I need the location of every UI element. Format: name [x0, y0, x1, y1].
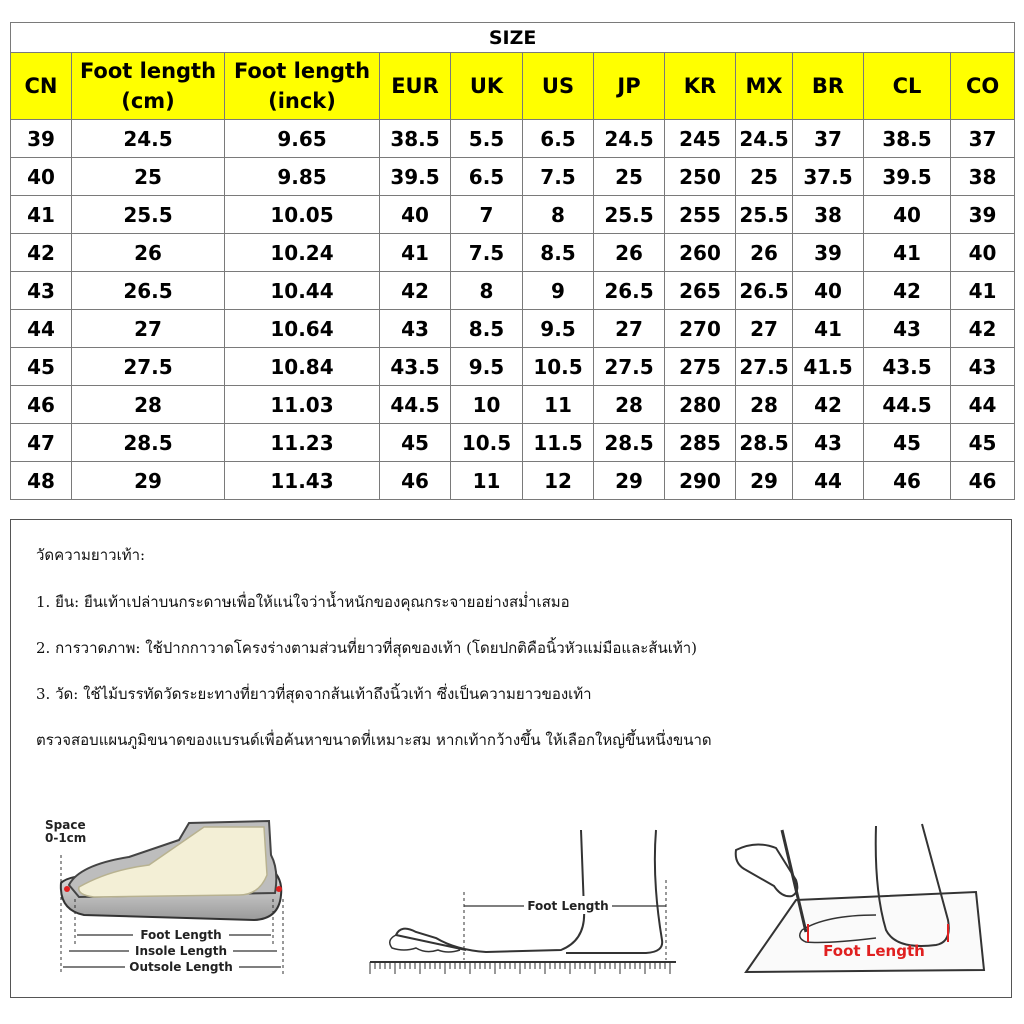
table-cell: 9.65: [225, 120, 380, 158]
instruction-step-3: 3. วัด: ใช้ไม้บรรทัดวัดระยะทางที่ยาวที่สุดจากส้นเท้าถึงนิ้วเท้า ซึ่งเป็นความยาวของเท้า: [36, 685, 592, 703]
table-cell: 25.5: [736, 196, 793, 234]
size-chart-table: [10, 22, 1015, 500]
table-cell: 43.5: [864, 348, 951, 386]
table-cell: 265: [665, 272, 736, 310]
table-cell: 25.5: [594, 196, 665, 234]
table-cell: 26: [594, 234, 665, 272]
table-cell: 10.05: [225, 196, 380, 234]
column-header: [11, 53, 72, 120]
table-cell: 39: [951, 196, 1015, 234]
table-row: [11, 120, 1015, 158]
header-row: [11, 53, 1015, 120]
table-cell: 5.5: [451, 120, 523, 158]
table-cell: 11.5: [523, 424, 594, 462]
table-cell: 27.5: [72, 348, 225, 386]
table-cell: 45: [864, 424, 951, 462]
table-cell: 43: [951, 348, 1015, 386]
column-header-label: MX: [745, 74, 783, 98]
column-header-label: BR: [811, 74, 845, 98]
column-header: [793, 53, 864, 120]
table-cell: 25: [594, 158, 665, 196]
table-cell: 47: [11, 424, 72, 462]
table-cell: 24.5: [72, 120, 225, 158]
table-cell: 45: [11, 348, 72, 386]
table-cell: 27: [594, 310, 665, 348]
table-cell: 41: [11, 196, 72, 234]
table-cell: 285: [665, 424, 736, 462]
shoe-length-diagram: [39, 815, 299, 985]
table-cell: 24.5: [594, 120, 665, 158]
table-cell: 44: [11, 310, 72, 348]
table-cell: 40: [793, 272, 864, 310]
table-cell: 43: [864, 310, 951, 348]
table-row: [11, 234, 1015, 272]
column-header: [72, 53, 225, 120]
table-cell: 44.5: [380, 386, 451, 424]
table-cell: 38: [793, 196, 864, 234]
column-header-unit: (cm): [121, 89, 175, 113]
table-cell: 9.5: [451, 348, 523, 386]
table-title: SIZE: [11, 23, 1015, 53]
table-cell: 29: [72, 462, 225, 500]
table-cell: 29: [594, 462, 665, 500]
table-cell: 6.5: [451, 158, 523, 196]
column-header: [380, 53, 451, 120]
table-cell: 41: [380, 234, 451, 272]
table-row: [11, 348, 1015, 386]
table-cell: 39.5: [864, 158, 951, 196]
table-cell: 260: [665, 234, 736, 272]
table-row: [11, 310, 1015, 348]
table-cell: 42: [11, 234, 72, 272]
table-cell: 40: [951, 234, 1015, 272]
column-header-unit: (inck): [268, 89, 336, 113]
table-cell: 45: [951, 424, 1015, 462]
column-header-label: Foot length: [79, 59, 217, 83]
table-cell: 38.5: [380, 120, 451, 158]
table-cell: 45: [380, 424, 451, 462]
table-cell: 37.5: [793, 158, 864, 196]
table-cell: 40: [380, 196, 451, 234]
table-cell: 44.5: [864, 386, 951, 424]
table-cell: 43.5: [380, 348, 451, 386]
table-cell: 11.03: [225, 386, 380, 424]
table-row: [11, 158, 1015, 196]
table-cell: 43: [11, 272, 72, 310]
table-cell: 6.5: [523, 120, 594, 158]
column-header-label: JP: [617, 74, 641, 98]
table-cell: 26.5: [594, 272, 665, 310]
table-cell: 28.5: [736, 424, 793, 462]
table-cell: 280: [665, 386, 736, 424]
table-cell: 39: [793, 234, 864, 272]
instruction-note: ตรวจสอบแผนภูมิขนาดของแบรนด์เพื่อค้นหาขนาดที่เหมาะสม หากเท้ากว้างขึ้น ให้เลือกใหญ่ขึ้นหนึ่งขนาด: [36, 731, 712, 749]
table-cell: 8: [523, 196, 594, 234]
table-cell: 8.5: [523, 234, 594, 272]
column-header-label: Foot length: [233, 59, 371, 83]
column-header: [864, 53, 951, 120]
table-cell: 44: [951, 386, 1015, 424]
column-header: [736, 53, 793, 120]
table-row: [11, 272, 1015, 310]
table-cell: 10.5: [451, 424, 523, 462]
table-cell: 24.5: [736, 120, 793, 158]
table-cell: 28: [736, 386, 793, 424]
table-cell: 44: [793, 462, 864, 500]
table-cell: 48: [11, 462, 72, 500]
foot-outline: [396, 830, 584, 952]
column-header-label: CO: [965, 74, 1000, 98]
table-cell: 42: [793, 386, 864, 424]
table-cell: 270: [665, 310, 736, 348]
column-header: [523, 53, 594, 120]
table-cell: 29: [736, 462, 793, 500]
table-cell: 250: [665, 158, 736, 196]
table-cell: 28.5: [594, 424, 665, 462]
column-header-label: EUR: [391, 74, 439, 98]
table-cell: 40: [11, 158, 72, 196]
table-cell: 28: [594, 386, 665, 424]
table-cell: 10.24: [225, 234, 380, 272]
toe-marker: [64, 886, 70, 892]
table-cell: 41.5: [793, 348, 864, 386]
table-cell: 46: [11, 386, 72, 424]
table-cell: 11: [523, 386, 594, 424]
column-header: [594, 53, 665, 120]
table-cell: 275: [665, 348, 736, 386]
table-cell: 245: [665, 120, 736, 158]
table-cell: 290: [665, 462, 736, 500]
table-cell: 10.5: [523, 348, 594, 386]
table-body: [11, 120, 1015, 500]
table-cell: 39: [11, 120, 72, 158]
table-cell: 7.5: [451, 234, 523, 272]
table-cell: 26: [72, 234, 225, 272]
table-cell: 26.5: [72, 272, 225, 310]
table-cell: 27.5: [736, 348, 793, 386]
column-header: [665, 53, 736, 120]
column-header-label: KR: [683, 74, 717, 98]
table-row: [11, 386, 1015, 424]
space-label: Space: [45, 818, 86, 832]
insole-length-label: Insole Length: [134, 944, 228, 958]
table-cell: 42: [864, 272, 951, 310]
foot-length-label: Foot Length: [140, 928, 222, 942]
table-cell: 37: [793, 120, 864, 158]
table-cell: 27.5: [594, 348, 665, 386]
instruction-step-1: 1. ยืน: ยืนเท้าเปล่าบนกระดาษเพื่อให้แน่ใจว่าน้ำหนักของคุณกระจายอย่างสม่ำเสมอ: [36, 593, 570, 611]
column-header: [451, 53, 523, 120]
table-cell: 10.84: [225, 348, 380, 386]
table-cell: 11.23: [225, 424, 380, 462]
heel-marker: [276, 886, 282, 892]
table-cell: 11.43: [225, 462, 380, 500]
table-cell: 255: [665, 196, 736, 234]
table-cell: 25: [736, 158, 793, 196]
table-cell: 25.5: [72, 196, 225, 234]
table-cell: 10: [451, 386, 523, 424]
instruction-step-2: 2. การวาดภาพ: ใช้ปากกาวาดโครงร่างตามส่วนที่ยาวที่สุดของเท้า (โดยปกติคือนิ้วหัวแม่มือและส้นเท้า): [36, 639, 698, 657]
table-cell: 43: [793, 424, 864, 462]
column-header-label: CL: [892, 74, 922, 98]
table-cell: 8.5: [451, 310, 523, 348]
table-cell: 41: [951, 272, 1015, 310]
table-cell: 37: [951, 120, 1015, 158]
table-row: [11, 424, 1015, 462]
table-row: [11, 462, 1015, 500]
table-cell: 40: [864, 196, 951, 234]
table-cell: 9.5: [523, 310, 594, 348]
table-cell: 28.5: [72, 424, 225, 462]
foot-ruler-diagram: [356, 820, 676, 980]
table-cell: 42: [380, 272, 451, 310]
measure-instructions-panel: [10, 519, 1012, 998]
table-cell: 28: [72, 386, 225, 424]
table-cell: 39.5: [380, 158, 451, 196]
column-header-label: UK: [469, 74, 504, 98]
outsole-length-label: Outsole Length: [129, 960, 233, 974]
table-cell: 41: [864, 234, 951, 272]
table-cell: 26.5: [736, 272, 793, 310]
table-cell: 9.85: [225, 158, 380, 196]
table-cell: 46: [951, 462, 1015, 500]
table-cell: 43: [380, 310, 451, 348]
column-header-label: CN: [24, 74, 58, 98]
table-cell: 27: [736, 310, 793, 348]
table-cell: 25: [72, 158, 225, 196]
column-header-label: US: [541, 74, 575, 98]
table-cell: 10.44: [225, 272, 380, 310]
table-cell: 26: [736, 234, 793, 272]
table-cell: 38: [951, 158, 1015, 196]
outline-drawing-diagram: [726, 820, 986, 980]
table-cell: 7: [451, 196, 523, 234]
table-cell: 10.64: [225, 310, 380, 348]
table-cell: 8: [451, 272, 523, 310]
space-value-label: 0-1cm: [45, 831, 87, 845]
table-cell: 12: [523, 462, 594, 500]
column-header: [225, 53, 380, 120]
instructions-heading: วัดความยาวเท้า:: [36, 546, 146, 564]
table-cell: 9: [523, 272, 594, 310]
table-cell: 38.5: [864, 120, 951, 158]
ruler-foot-length-label: Foot Length: [527, 899, 609, 913]
table-cell: 46: [380, 462, 451, 500]
table-cell: 11: [451, 462, 523, 500]
column-header: [951, 53, 1015, 120]
drawing-foot-length-label: Foot Length: [823, 942, 925, 960]
table-cell: 42: [951, 310, 1015, 348]
table-row: [11, 196, 1015, 234]
table-cell: 46: [864, 462, 951, 500]
table-cell: 41: [793, 310, 864, 348]
table-cell: 7.5: [523, 158, 594, 196]
table-cell: 27: [72, 310, 225, 348]
